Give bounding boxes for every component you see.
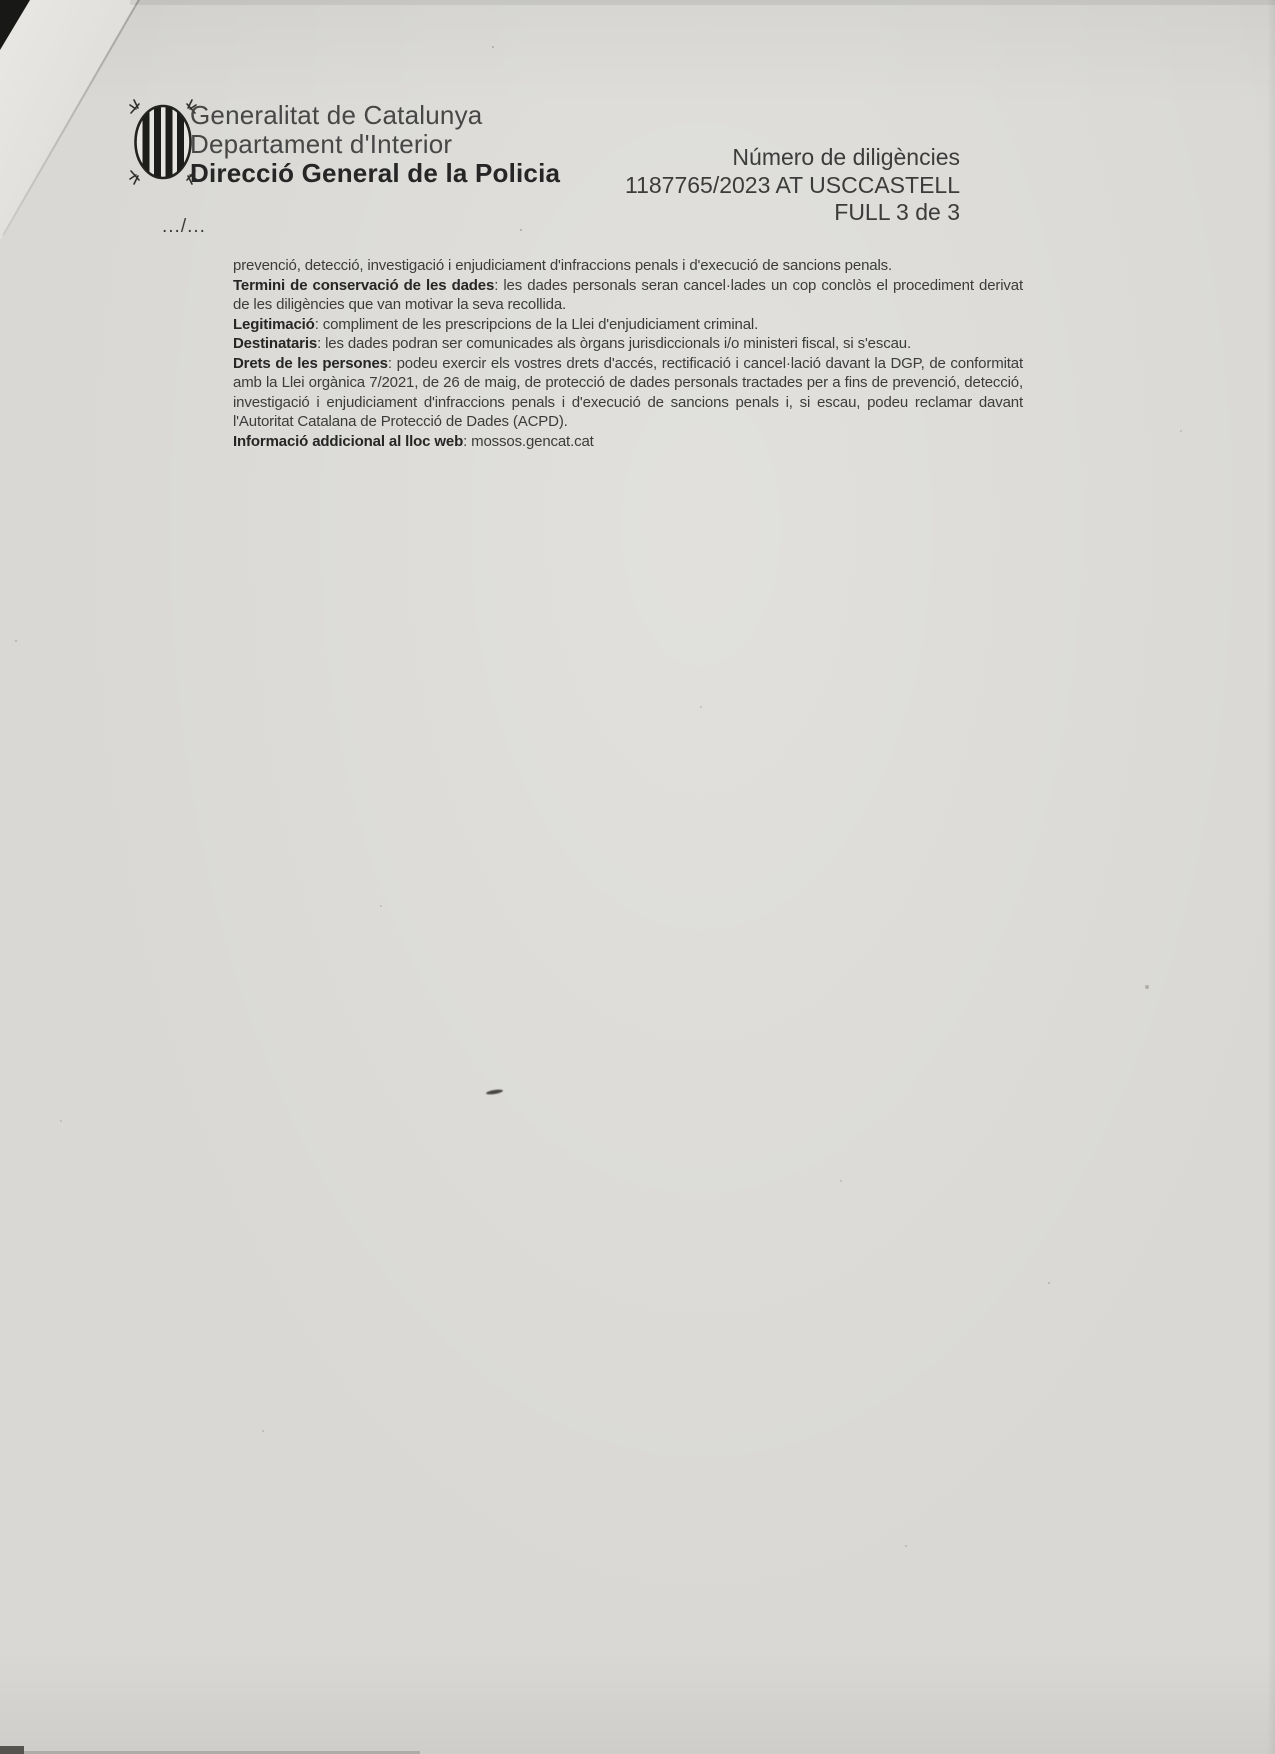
body-text [233,256,1023,451]
paragraph [233,276,1023,315]
paragraph [233,354,1023,432]
org-header [190,101,560,188]
sheet-indicator: FULL 3 de 3 [834,199,960,225]
paragraph-text: : podeu exercir els vostres drets d'accés, rectificació i cancel·lació davant la DGP, de conformitat amb la Llei orgànica 7/2021, de 26 de maig, de protecció de dades personals tractades per a fins de prevenció, detecció, investigació i enjudiciament d'infraccions penals i d'execució de sancions penals i, si escau, podeu reclamar davant l'Autoritat Catalana de Protecció de Dades (ACPD). [233,354,1023,430]
org-name: Generalitat de Catalunya [190,100,483,130]
paragraph-text: prevenció, detecció, investigació i enjudiciament d'infraccions penals i d'execució de sancions penals. [233,257,893,274]
paragraph [233,334,1023,354]
reference-number: 1187765/2023 AT USCCASTELL [625,171,960,198]
paragraph-label: Informació addicional al lloc web [233,432,464,450]
reference-label: Número de diligències [732,144,960,170]
reference-block [625,144,960,227]
continuation-marker: .../... [162,216,206,237]
paragraph-label: Termini de conservació de les dades [233,276,495,294]
scan-speckles [0,0,2,2]
paragraph-label: Destinataris [233,335,318,352]
org-directorate: Direcció General de la Policia [190,158,561,188]
scan-bottom-edge-mark [0,1746,24,1754]
scan-right-shadow [1267,0,1275,1754]
paragraph-label: Drets de les persones [233,354,388,372]
paragraph-text: : mossos.gencat.cat [463,432,594,450]
paragraph-text: : compliment de les prescripcions de la Llei d'enjudiciament criminal. [314,315,759,333]
paragraph-text: : les dades podran ser comunicades als òrgans jurisdiccionals i/o ministeri fiscal, si s'escau. [317,335,911,352]
paragraph [233,256,1023,276]
scan-top-shadow [130,0,1275,5]
org-department: Departament d'Interior [190,129,453,159]
paragraph-text: : les dades personals seran cancel·lades un cop conclòs el procediment derivat de les diligències que van motivar la seva recollida. [233,276,1023,313]
scan-ink-smudge [486,1089,503,1096]
paragraph-label: Legitimació [233,315,315,333]
paragraph [233,315,1023,335]
paragraph [233,432,1023,452]
